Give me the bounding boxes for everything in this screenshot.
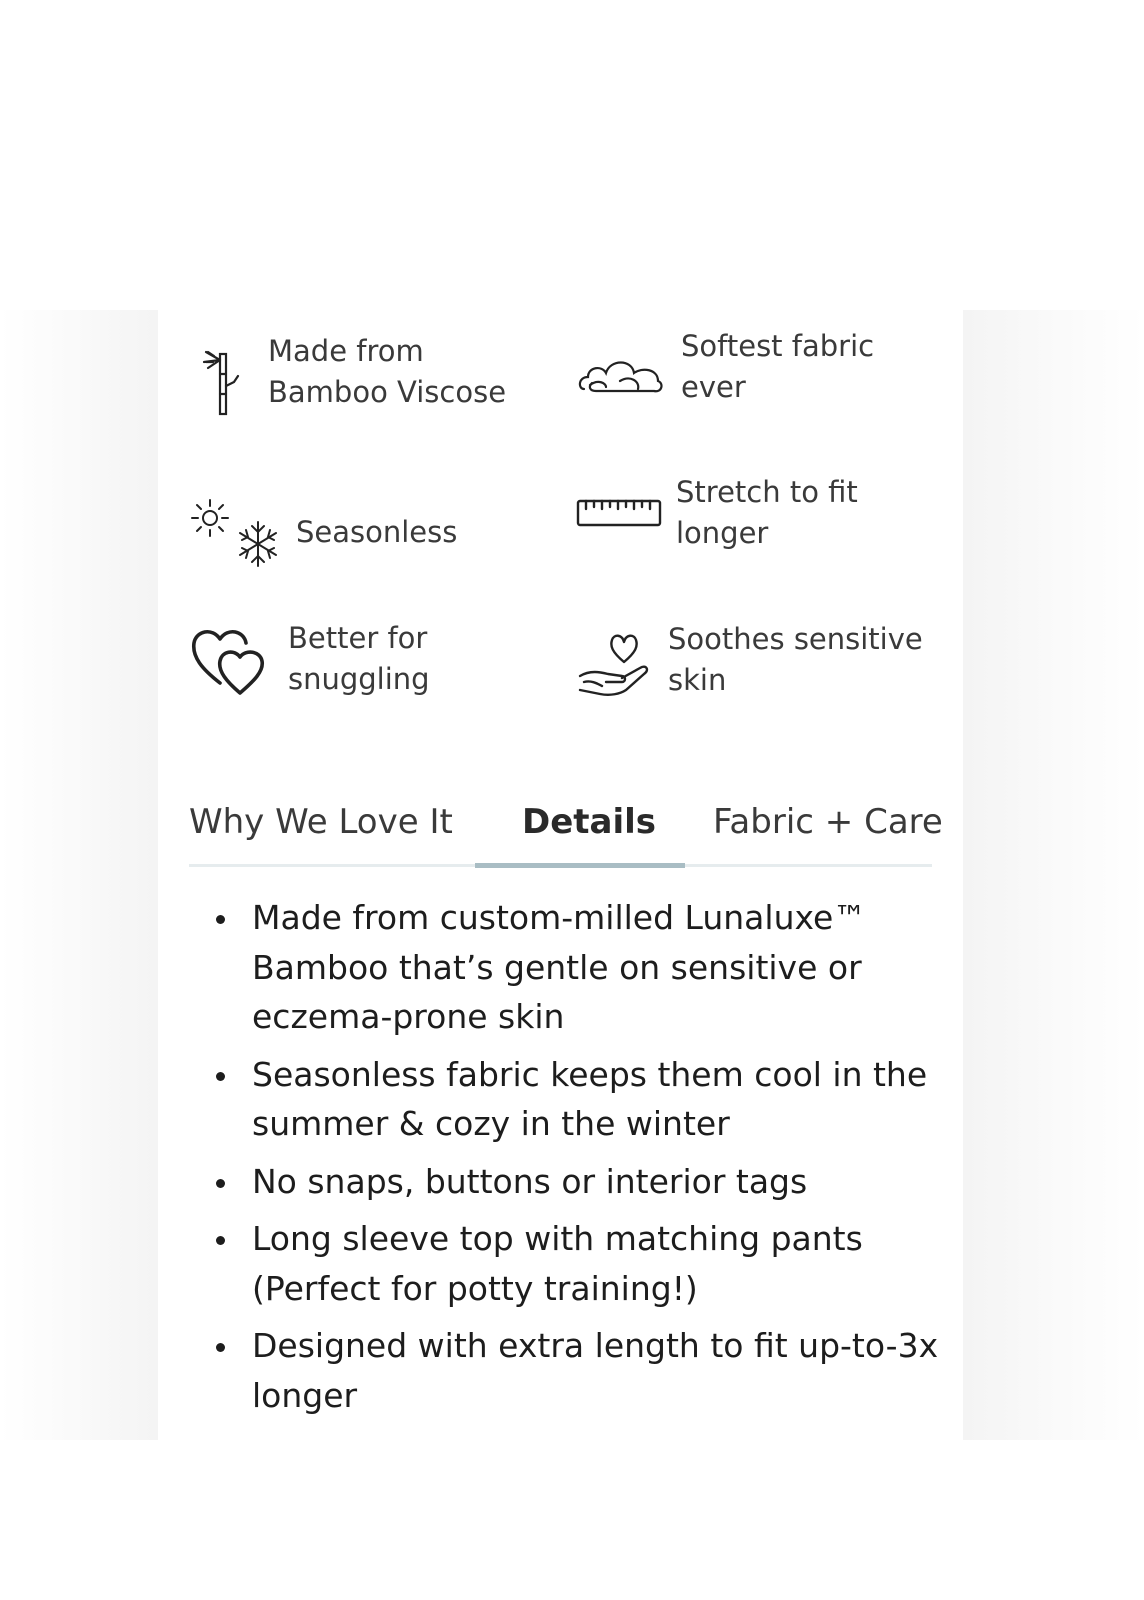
hearts-icon — [190, 621, 274, 697]
tab-why-we-love-it[interactable]: Why We Love It — [189, 802, 453, 842]
bullet-icon — [216, 1072, 225, 1081]
list-item — [210, 1214, 940, 1313]
feature-bamboo — [200, 326, 506, 418]
feature-label: Made from Bamboo Viscose — [268, 334, 507, 409]
cloud-icon — [576, 337, 666, 397]
feature-soothes — [576, 618, 923, 702]
detail-text: Made from custom-milled Lunaluxe™ Bamboo that’s gentle on sensitive or eczema-prone skin — [252, 898, 867, 1036]
feature-snuggling — [190, 618, 430, 700]
bamboo-icon — [200, 326, 252, 418]
tab-fabric-care[interactable]: Fabric + Care — [713, 802, 943, 842]
feature-label: Better for snuggling — [288, 621, 430, 696]
bullet-icon — [216, 1236, 225, 1245]
feature-label: Seasonless — [296, 514, 458, 549]
background-shade-left — [0, 310, 158, 1440]
feature-softest — [576, 326, 874, 408]
ruler-icon — [576, 493, 662, 533]
detail-text: No snaps, buttons or interior tags — [252, 1161, 808, 1201]
list-item — [210, 1050, 940, 1149]
detail-text: Long sleeve top with matching pants (Perfect for potty training!) — [252, 1219, 863, 1308]
detail-text: Designed with extra length to fit up-to-3x longer — [252, 1326, 939, 1415]
feature-label: Softest fabric ever — [681, 329, 875, 404]
active-tab-indicator — [475, 863, 685, 868]
feature-label: Soothes sensitive skin — [668, 622, 923, 697]
details-list — [210, 893, 940, 1428]
tab-details[interactable]: Details — [522, 802, 657, 842]
feature-seasonless — [188, 492, 457, 572]
bullet-icon — [216, 915, 225, 924]
list-item — [210, 893, 940, 1042]
background-shade-right — [963, 310, 1144, 1440]
list-item — [210, 1321, 940, 1420]
bullet-icon — [216, 1343, 225, 1352]
list-item — [210, 1157, 940, 1207]
product-tabs — [189, 800, 943, 870]
hand-heart-icon — [576, 618, 656, 702]
feature-label: Stretch to fit longer — [676, 475, 858, 550]
detail-text: Seasonless fabric keeps them cool in the summer & cozy in the winter — [252, 1054, 928, 1143]
sun-snowflake-icon — [188, 492, 284, 572]
bullet-icon — [216, 1179, 225, 1188]
feature-stretch — [576, 472, 858, 554]
